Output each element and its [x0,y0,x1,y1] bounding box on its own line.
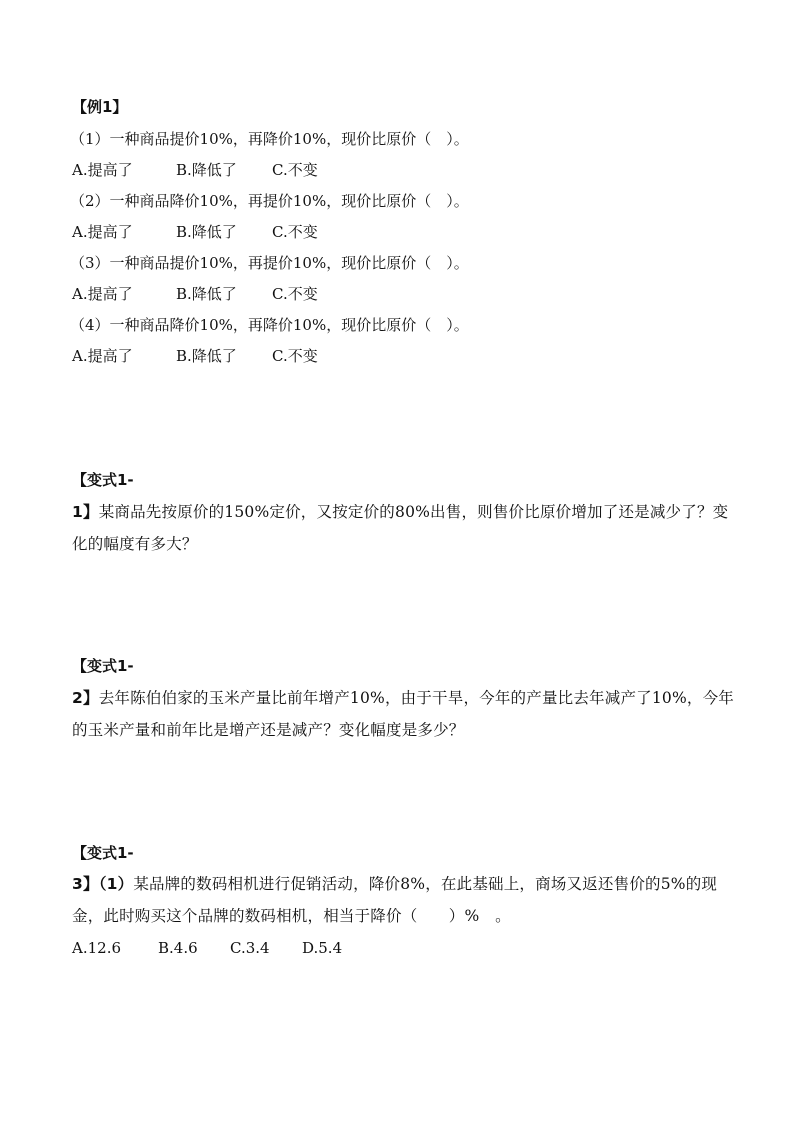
option-b: B.降低了 [176,347,237,365]
option-c: C.不变 [272,223,318,241]
question-stem: （4）一种商品降价10%，再降价10%，现价比原价（ ）。 [70,316,469,334]
option-b: B.4.6 [158,939,198,957]
option-d: D.5.4 [302,939,343,957]
variant-question-line: 的玉米产量和前年比是增产还是减产？变化幅度是多少？ [72,721,465,739]
option-c: C.不变 [272,347,318,365]
option-a: A.12.6 [72,939,121,957]
question-stem: （1）一种商品提价10%，再降价10%，现价比原价（ ）。 [70,130,469,148]
option-a: A.提高了 [72,161,133,179]
option-a: A.提高了 [72,223,133,241]
variant-heading: 【变式1- [72,657,134,675]
question-stem: （2）一种商品降价10%，再提价10%，现价比原价（ ）。 [70,192,469,210]
variant-heading: 【变式1- [72,844,134,862]
option-row [72,160,318,180]
variant-number: 1】 [72,503,99,521]
variant-number: 2】 [72,689,99,707]
example-heading: 【例1】 [72,98,128,116]
option-a: A.提高了 [72,285,133,303]
sub-question-number: （1） [98,875,134,893]
variant-question-line: 化的幅度有多大？ [72,535,198,553]
option-a: A.提高了 [72,347,133,365]
option-b: B.降低了 [176,161,237,179]
variant-text: 某品牌的数码相机进行促销活动，降价8%，在此基础上，商场又返还售价的5%的现 [133,875,718,893]
option-row [72,938,342,958]
variant-number: 3】 [72,875,99,893]
variant-question-line [72,874,717,894]
variant-text: 去年陈伯伯家的玉米产量比前年增产10%，由于干旱，今年的产量比去年减产了10%，今年 [98,689,734,707]
option-c: C.3.4 [230,939,270,957]
option-row [72,284,318,304]
variant-question-line [72,502,728,522]
option-c: C.不变 [272,161,318,179]
variant-text: 某商品先按原价的150%定价，又按定价的80%出售，则售价比原价增加了还是减少了？变 [98,503,729,521]
variant-question-line [72,688,734,708]
option-row [72,222,318,242]
variant-question-line: 金，此时购买这个品牌的数码相机，相当于降价（ ）% 。 [72,907,511,925]
option-b: B.降低了 [176,223,237,241]
variant-heading: 【变式1- [72,471,134,489]
question-stem: （3）一种商品提价10%，再提价10%，现价比原价（ ）。 [70,254,469,272]
option-c: C.不变 [272,285,318,303]
option-row [72,346,318,366]
option-b: B.降低了 [176,285,237,303]
